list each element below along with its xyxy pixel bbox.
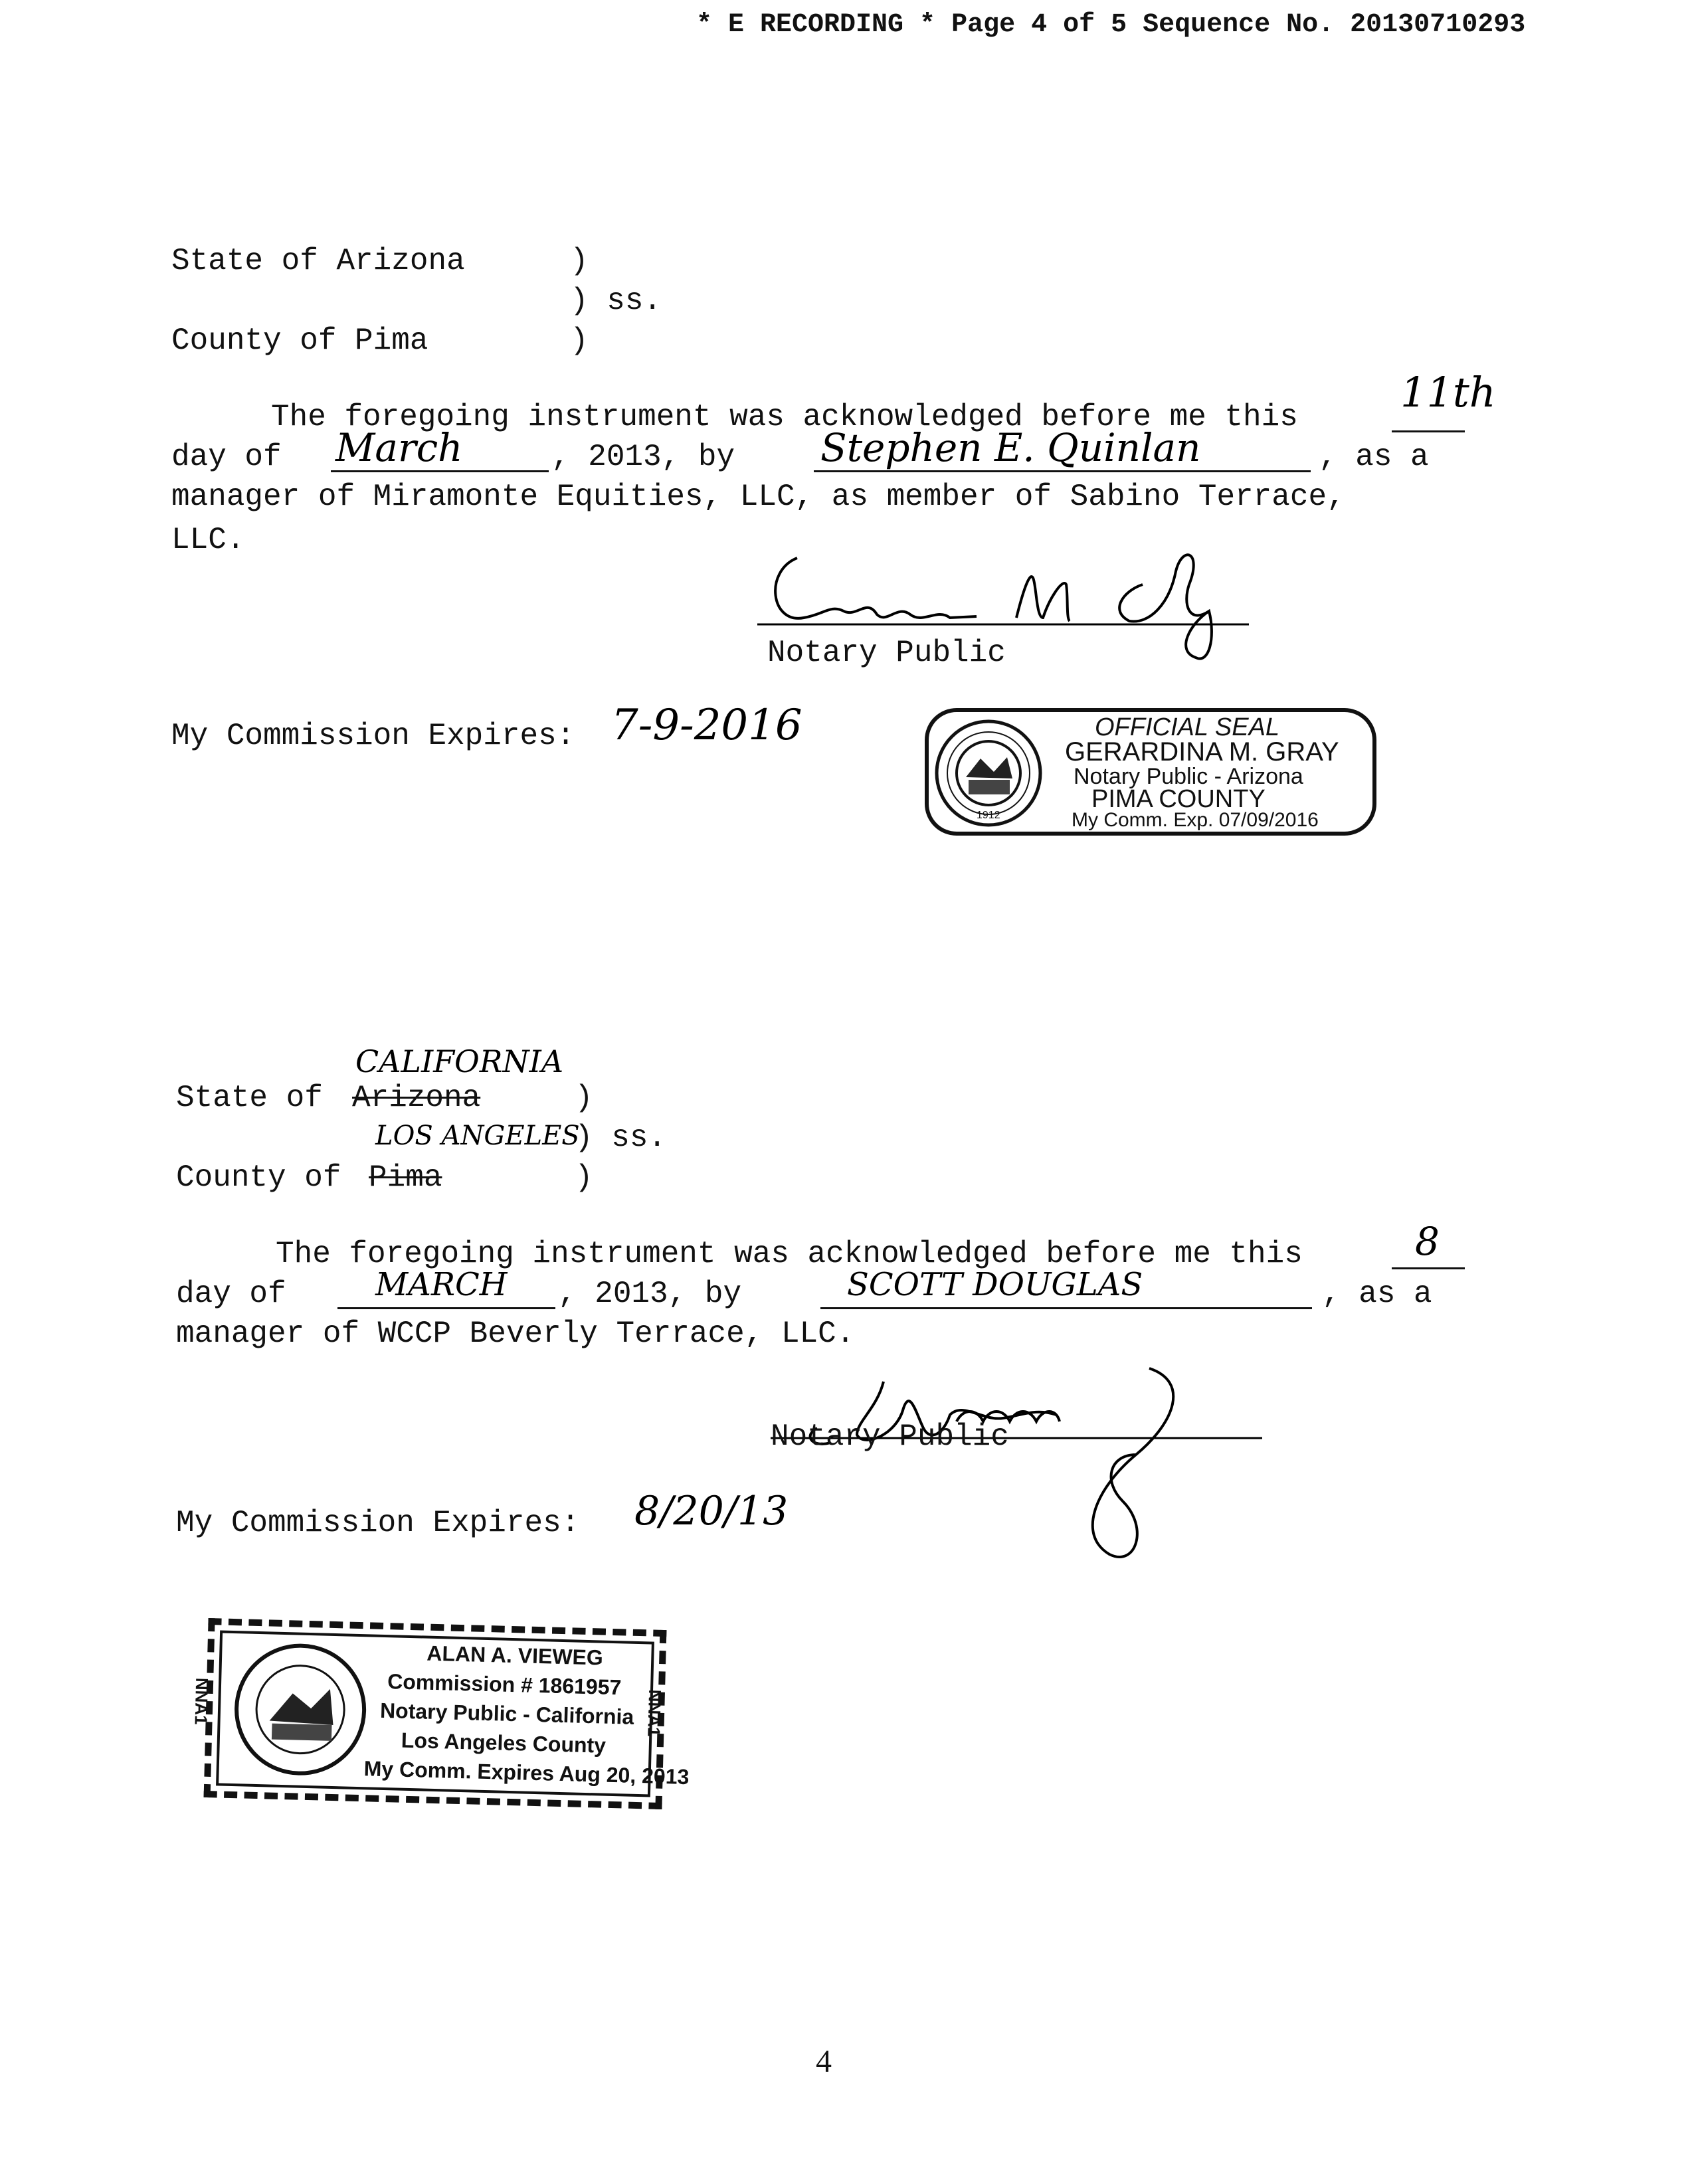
commission-expires-label: My Commission Expires: (171, 719, 575, 753)
seal-line-expiration: My Comm. Exp. 07/09/2016 (1072, 809, 1319, 831)
ack-line-1: The foregoing instrument was acknowledged before me this (276, 1237, 1303, 1271)
ss-line: ) ss. (575, 1121, 667, 1155)
seal-emblem-year: 1912 (977, 810, 1000, 821)
month-blank (331, 470, 549, 472)
seal-line-official: OFFICIAL SEAL (1095, 713, 1280, 741)
notary-public-label: Notary Public (771, 1419, 1009, 1454)
ack-line-2-year: , 2013, by (551, 440, 735, 474)
day-handwritten: 8 (1415, 1219, 1440, 1264)
day-blank (1392, 430, 1465, 432)
county-handwritten: LOS ANGELES (375, 1121, 580, 1151)
state-line: State of Arizona (171, 244, 465, 278)
day-handwritten: 11th (1400, 368, 1496, 416)
commission-expires-label: My Commission Expires: (176, 1506, 580, 1540)
county-line: County of Pima (171, 323, 428, 358)
venue-paren: ) (570, 323, 589, 358)
notary-seal-stamp (191, 1618, 690, 1809)
commission-expires-handwritten: 8/20/13 (634, 1488, 789, 1534)
day-blank (1392, 1267, 1465, 1269)
seal-line-expiration: My Comm. Expires Aug 20, 2013 (363, 1756, 690, 1789)
state-struck: Arizona (352, 1081, 481, 1115)
ack-line-2-as-a: , as a (1322, 1277, 1432, 1311)
seal-line-county: Los Angeles County (401, 1728, 607, 1758)
seal-side-right: NNA1 (644, 1689, 666, 1737)
seal-line-name: GERARDINA M. GRAY (1065, 737, 1339, 767)
recording-header: * E RECORDING * Page 4 of 5 Sequence No. 20130710293 (696, 10, 1526, 40)
seal-side-left: NNA1 (191, 1677, 213, 1725)
seal-line-county: PIMA COUNTY (1091, 785, 1266, 813)
official-seal-stamp (925, 708, 1376, 836)
california-seal-emblem-icon (231, 1640, 370, 1779)
venue-paren: ) (575, 1160, 593, 1195)
notary-signature (764, 1355, 1269, 1568)
ss-line: ) ss. (570, 284, 662, 318)
signer-name-handwritten: SCOTT DOUGLAS (847, 1266, 1143, 1303)
month-blank (337, 1307, 555, 1309)
signer-name-handwritten: Stephen E. Quinlan (820, 425, 1201, 470)
ack-line-4: LLC. (171, 523, 245, 557)
ack-line-2-as-a: , as a (1319, 440, 1429, 474)
month-handwritten: MARCH (375, 1266, 508, 1303)
ack-line-3: manager of WCCP Beverly Terrace, LLC. (176, 1317, 855, 1351)
ack-line-1: The foregoing instrument was acknowledged before me this (271, 400, 1298, 434)
county-struck: Pima (369, 1160, 442, 1195)
seal-line-commission: Commission # 1861957 (387, 1669, 622, 1700)
venue-paren: ) (570, 244, 589, 278)
name-blank (820, 1307, 1312, 1309)
ack-line-3: manager of Miramonte Equities, LLC, as member of Sabino Terrace, (171, 480, 1345, 514)
seal-line-title: Notary Public - California (379, 1698, 634, 1729)
seal-line-name: ALAN A. VIEWEG (426, 1641, 604, 1670)
seal-line-title: Notary Public - Arizona (1074, 764, 1303, 789)
state-handwritten: CALIFORNIA (355, 1044, 564, 1079)
ack-line-2-year: , 2013, by (558, 1277, 742, 1311)
county-prefix: County of (176, 1160, 341, 1195)
state-prefix: State of (176, 1081, 323, 1115)
venue-paren: ) (575, 1081, 593, 1115)
ack-line-2-day-of: day of (171, 440, 282, 474)
commission-expires-handwritten: 7-9-2016 (611, 701, 802, 750)
page-number: 4 (816, 2044, 832, 2079)
month-handwritten: March (335, 425, 463, 470)
notary-public-label: Notary Public (767, 636, 1006, 670)
ack-line-2-day-of: day of (176, 1277, 286, 1311)
name-blank (814, 470, 1311, 472)
